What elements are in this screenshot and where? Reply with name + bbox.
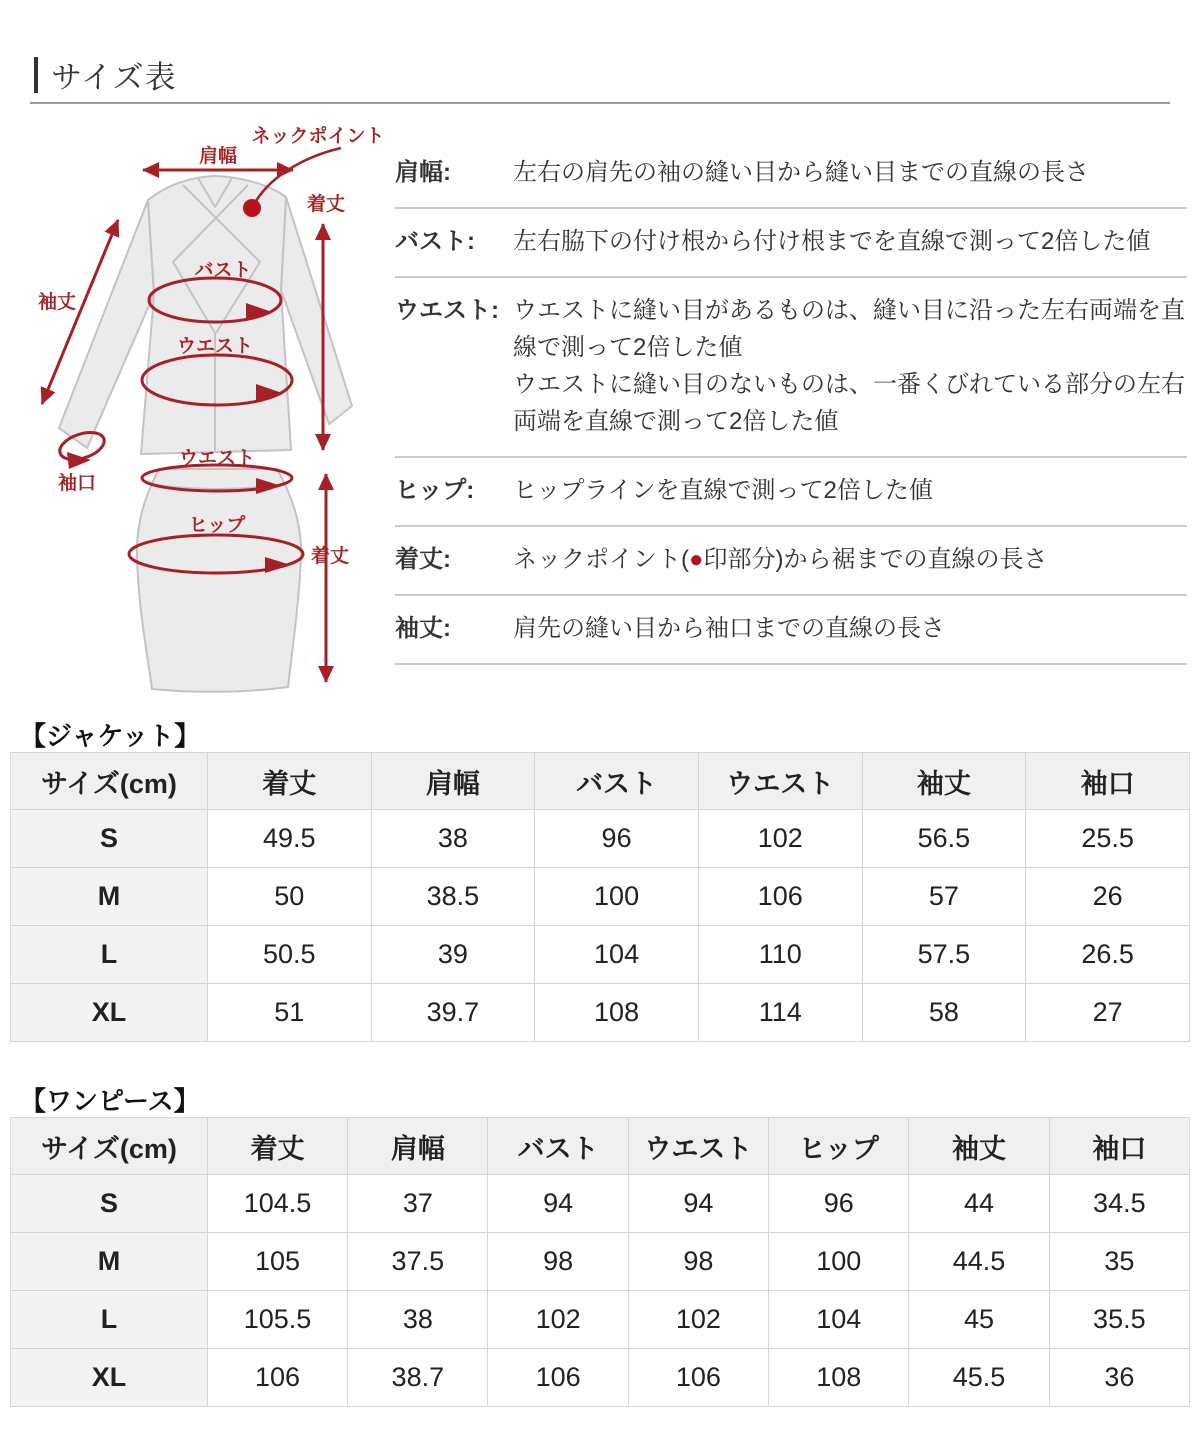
table-cell: 106 bbox=[207, 1349, 347, 1407]
table-cell: 36 bbox=[1049, 1349, 1189, 1407]
definition-row-sleeve bbox=[395, 596, 1187, 665]
table-header-row bbox=[11, 753, 1190, 810]
table-row bbox=[11, 984, 1190, 1042]
table-cell: 26.5 bbox=[1026, 926, 1190, 984]
measurement-diagram bbox=[25, 112, 395, 712]
column-header: 袖口 bbox=[1049, 1118, 1189, 1175]
table-cell: 106 bbox=[488, 1349, 628, 1407]
size-label: M bbox=[11, 868, 208, 926]
definition-desc: 左右の肩先の袖の縫い目から縫い目までの直線の長さ bbox=[513, 159, 1089, 186]
table-row bbox=[11, 1233, 1190, 1291]
definition-row-bust bbox=[395, 209, 1187, 278]
table-cell: 94 bbox=[488, 1175, 628, 1233]
table-cell: 50.5 bbox=[207, 926, 371, 984]
table-cell: 102 bbox=[488, 1291, 628, 1349]
definition-row-hip bbox=[395, 458, 1187, 527]
table-cell: 96 bbox=[535, 810, 699, 868]
column-header: サイズ(cm) bbox=[11, 753, 208, 810]
definition-desc: 左右脇下の付け根から付け根までを直線で測って2倍した値 bbox=[513, 228, 1151, 255]
page-title bbox=[34, 52, 177, 97]
table-cell: 106 bbox=[698, 868, 862, 926]
table-cell: 104.5 bbox=[207, 1175, 347, 1233]
definition-desc-line1: ウエストに縫い目があるものは、縫い目に沿った左右両端を直線で測って2倍した値 bbox=[513, 297, 1185, 361]
table-cell: 104 bbox=[535, 926, 699, 984]
table-cell: 114 bbox=[698, 984, 862, 1042]
label-waist-jacket: ウエスト bbox=[176, 336, 254, 357]
table-cell: 102 bbox=[698, 810, 862, 868]
definition-term: 着丈: bbox=[395, 546, 451, 573]
definition-row-waist bbox=[395, 278, 1187, 458]
table-cell: 98 bbox=[628, 1233, 768, 1291]
table-cell: 44 bbox=[909, 1175, 1049, 1233]
table-cell: 102 bbox=[628, 1291, 768, 1349]
table-row bbox=[11, 1291, 1190, 1349]
table-cell: 96 bbox=[769, 1175, 909, 1233]
table-cell: 38.7 bbox=[348, 1349, 488, 1407]
table-row bbox=[11, 1175, 1190, 1233]
size-label: S bbox=[11, 1175, 208, 1233]
definition-desc: 肩先の縫い目から袖口までの直線の長さ bbox=[513, 615, 945, 642]
definition-term: ウエスト: bbox=[395, 297, 499, 324]
definition-desc bbox=[513, 541, 1187, 578]
table-cell: 37 bbox=[348, 1175, 488, 1233]
column-header: ウエスト bbox=[698, 753, 862, 810]
measurement-definitions bbox=[395, 140, 1187, 665]
table-cell: 26 bbox=[1026, 868, 1190, 926]
table-cell: 57.5 bbox=[862, 926, 1026, 984]
table-cell: 106 bbox=[628, 1349, 768, 1407]
label-waist-skirt: ウエスト bbox=[178, 448, 256, 469]
table-cell: 100 bbox=[535, 868, 699, 926]
table-cell: 39.7 bbox=[371, 984, 535, 1042]
definition-term: バスト: bbox=[395, 228, 475, 255]
skirt-body bbox=[137, 469, 301, 692]
label-shoulder-width: 肩幅 bbox=[198, 146, 238, 167]
size-label: XL bbox=[11, 1349, 208, 1407]
definition-desc: ヒップラインを直線で測って2倍した値 bbox=[513, 477, 933, 504]
jacket-left-sleeve bbox=[59, 200, 154, 448]
column-header: ウエスト bbox=[628, 1118, 768, 1175]
definition-row-length bbox=[395, 527, 1187, 596]
table-cell: 105 bbox=[207, 1233, 347, 1291]
column-header: 袖口 bbox=[1026, 753, 1190, 810]
table-cell: 110 bbox=[698, 926, 862, 984]
size-label: S bbox=[11, 810, 208, 868]
definition-desc-prefix: ネックポイント( bbox=[513, 546, 689, 573]
table-cell: 49.5 bbox=[207, 810, 371, 868]
definition-term: 肩幅: bbox=[395, 159, 451, 186]
definition-term: ヒップ: bbox=[395, 477, 475, 504]
table-cell: 45 bbox=[909, 1291, 1049, 1349]
table-row bbox=[11, 868, 1190, 926]
table-cell: 50 bbox=[207, 868, 371, 926]
definition-row-shoulder bbox=[395, 140, 1187, 209]
table-cell: 37.5 bbox=[348, 1233, 488, 1291]
table-row bbox=[11, 1349, 1190, 1407]
label-cuff: 袖口 bbox=[57, 473, 97, 494]
table-cell: 104 bbox=[769, 1291, 909, 1349]
table-cell: 38 bbox=[348, 1291, 488, 1349]
size-label: L bbox=[11, 1291, 208, 1349]
size-diagram-svg bbox=[25, 112, 395, 712]
definition-desc-suffix: 印部分)から裾までの直線の長さ bbox=[703, 546, 1048, 573]
table-header-row bbox=[11, 1118, 1190, 1175]
table-cell: 105.5 bbox=[207, 1291, 347, 1349]
table-cell: 34.5 bbox=[1049, 1175, 1189, 1233]
cuff-arrowhead bbox=[67, 452, 91, 469]
title-divider bbox=[30, 102, 1170, 104]
column-header: 着丈 bbox=[207, 753, 371, 810]
column-header: サイズ(cm) bbox=[11, 1118, 208, 1175]
label-skirt-length: 着丈 bbox=[310, 546, 350, 567]
table-cell: 45.5 bbox=[909, 1349, 1049, 1407]
column-header: 肩幅 bbox=[348, 1118, 488, 1175]
label-sleeve-length: 袖丈 bbox=[37, 292, 77, 313]
column-header: 着丈 bbox=[207, 1118, 347, 1175]
title-accent-bar bbox=[34, 57, 38, 93]
table-cell: 25.5 bbox=[1026, 810, 1190, 868]
table-cell: 58 bbox=[862, 984, 1026, 1042]
jacket-section-label: 【ジャケット】 bbox=[20, 721, 201, 751]
label-neck-point: ネックポイント bbox=[251, 126, 385, 147]
definition-desc bbox=[513, 292, 1187, 440]
table-cell: 27 bbox=[1026, 984, 1190, 1042]
jacket-right-sleeve bbox=[281, 197, 352, 424]
table-cell: 100 bbox=[769, 1233, 909, 1291]
column-header: ヒップ bbox=[769, 1118, 909, 1175]
table-cell: 44.5 bbox=[909, 1233, 1049, 1291]
table-cell: 51 bbox=[207, 984, 371, 1042]
table-cell: 56.5 bbox=[862, 810, 1026, 868]
column-header: 袖丈 bbox=[862, 753, 1026, 810]
table-cell: 98 bbox=[488, 1233, 628, 1291]
size-label: XL bbox=[11, 984, 208, 1042]
definition-desc-line2: ウエストに縫い目のないものは、一番くびれている部分の左右両端を直線で測って2倍した値 bbox=[513, 371, 1185, 435]
table-cell: 38.5 bbox=[371, 868, 535, 926]
label-jacket-length: 着丈 bbox=[306, 194, 346, 215]
label-hip: ヒップ bbox=[188, 515, 246, 536]
onepiece-size-table bbox=[10, 1117, 1190, 1407]
column-header: バスト bbox=[488, 1118, 628, 1175]
table-cell: 57 bbox=[862, 868, 1026, 926]
size-label: L bbox=[11, 926, 208, 984]
table-row bbox=[11, 926, 1190, 984]
column-header: バスト bbox=[535, 753, 699, 810]
table-cell: 108 bbox=[535, 984, 699, 1042]
column-header: 肩幅 bbox=[371, 753, 535, 810]
table-cell: 35 bbox=[1049, 1233, 1189, 1291]
jacket-size-table bbox=[10, 752, 1190, 1042]
neck-point-mark: ● bbox=[689, 546, 704, 573]
size-label: M bbox=[11, 1233, 208, 1291]
table-cell: 94 bbox=[628, 1175, 768, 1233]
table-cell: 35.5 bbox=[1049, 1291, 1189, 1349]
column-header: 袖丈 bbox=[909, 1118, 1049, 1175]
table-cell: 39 bbox=[371, 926, 535, 984]
table-row bbox=[11, 810, 1190, 868]
table-cell: 108 bbox=[769, 1349, 909, 1407]
page-title-text: サイズ表 bbox=[51, 60, 177, 95]
definition-term: 袖丈: bbox=[395, 615, 451, 642]
onepiece-section-label: 【ワンピース】 bbox=[20, 1086, 200, 1116]
neck-point-dot bbox=[243, 199, 261, 217]
table-cell: 38 bbox=[371, 810, 535, 868]
label-bust: バスト bbox=[194, 260, 252, 281]
